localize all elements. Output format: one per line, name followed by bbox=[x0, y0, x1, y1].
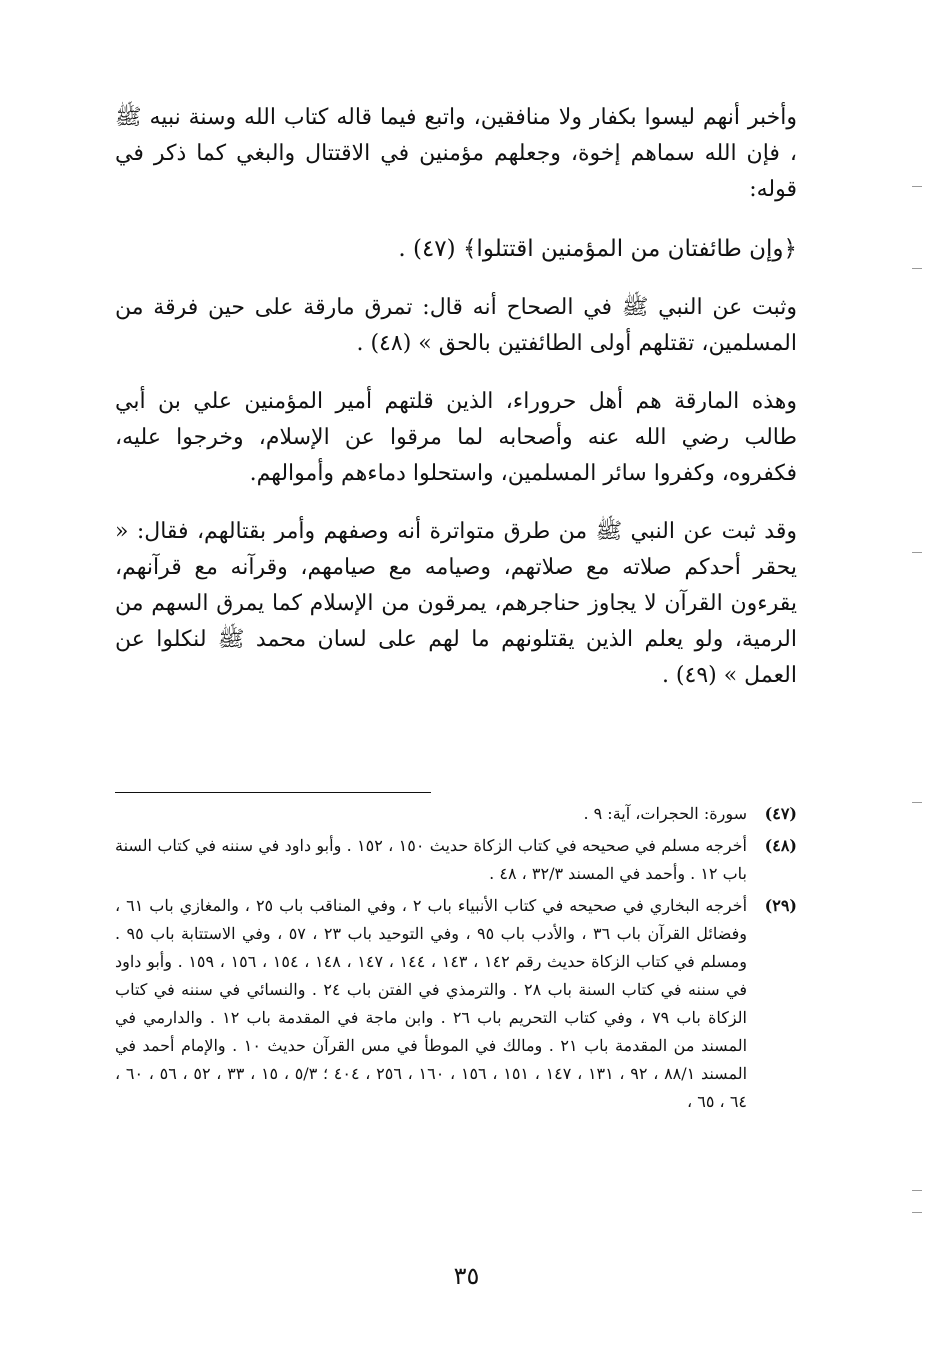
margin-tick bbox=[912, 802, 922, 803]
page-number: ٣٥ bbox=[453, 1262, 480, 1290]
paragraph-2: وثبت عن النبي ﷺ في الصحاح أنه قال: تمرق مارقة على حين فرقة من المسلمين، تقتلهم أولى الطائفتين بالحق » (٤٨) . bbox=[115, 295, 797, 356]
footnote-49 bbox=[115, 892, 797, 1116]
quran-verse: ﴿وإن طائفتان من المؤمنين اقتتلوا﴾ (٤٧) . bbox=[398, 236, 797, 262]
footnote-47 bbox=[115, 800, 797, 828]
footnote-number: (٤٨) bbox=[764, 836, 797, 855]
margin-tick bbox=[912, 268, 922, 269]
paragraph-3: وهذه المارقة هم أهل حروراء، الذين قلتهم أمير المؤمنين علي بن أبي طالب رضي الله عنه وأصحابه لما مرقوا عن الإسلام، وخرجوا عليه، فكفروه، وكفروا سائر المسلمين، واستحلوا دماءهم وأموالهم. bbox=[115, 389, 797, 486]
footnote-text: سورة: الحجرات، آية: ٩ . bbox=[583, 804, 747, 823]
footnote-number: (٢٩) bbox=[764, 896, 797, 915]
paragraph-4: وقد ثبت عن النبي ﷺ من طرق متواترة أنه وصفهم وأمر بقتالهم، فقال: « يحقر أحدكم صلاته مع صلاتهم، وصيامه مع صيامهم، وقرآنه مع قرآنهم، يقرءون القرآن لا يجاوز حناجرهم، يمرقون من الإسلام كما يمرق السهم من الرمية، ولو يعلم الذين يقتلونهم ما لهم على لسان محمد ﷺ لنكلوا عن العمل » (٤٩) . bbox=[115, 519, 797, 688]
footnote-text: أخرجه مسلم في صحيحه في كتاب الزكاة حديث ١٥٠ ، ١٥٢ . وأبو داود في سننه في كتاب السنة باب ١٢ . وأحمد في المسند ٣٢/٣ ، ٤٨ . bbox=[115, 836, 747, 883]
margin-tick bbox=[912, 552, 922, 553]
footnote-separator bbox=[115, 792, 431, 793]
footnotes bbox=[115, 800, 797, 1120]
main-text bbox=[115, 100, 797, 716]
margin-tick bbox=[912, 1212, 922, 1213]
footnote-48 bbox=[115, 832, 797, 888]
margin-tick bbox=[912, 1190, 922, 1191]
margin-tick bbox=[912, 186, 922, 187]
footnote-number: (٤٧) bbox=[764, 804, 797, 823]
footnote-text: أخرجه البخاري في صحيحه في كتاب الأنبياء باب ٢ ، وفي المناقب باب ٢٥ ، والمغازي باب ٦١ ، وفضائل القرآن باب ٣٦ ، والأدب باب ٩٥ ، وفي التوحيد باب ٢٣ ، ٥٧ ، وفي الاستتابة باب ٩٥ . ومسلم في كتاب الزكاة حديث رقم ١٤٢ ، ١٤٣ ، ١٤٤ ، ١٤٧ ، ١٤٨ ، ١٥٤ ، ١٥٦ ، ١٥٩ . وأبو داود في سننه في كتاب السنة باب ٢٨ . والترمذي في الفتن باب ٢٤ . والنسائي في سننه في كتاب الزكاة باب ٧٩ ، وفي كتاب التحريم باب ٢٦ . وابن ماجة في المقدمة باب ١٢ . والدارمي في المسند من المقدمة باب ٢١ . ومالك في الموطأ في مس القرآن حديث ١٠ . والإمام أحمد في المسند ٨٨/١ ، ٩٢ ، ١٣١ ، ١٤٧ ، ١٥١ ، ١٥٦ ، ١٦٠ ، ٢٥٦ ، ٤٠٤ ؛ ٥/٣ ، ١٥ ، ٣٣ ، ٥٢ ، ٥٦ ، ٦٠ ، ٦٤ ، ٦٥ ، bbox=[115, 896, 748, 1111]
paragraph-1: وأخبر أنهم ليسوا بكفار ولا منافقين، واتبع فيما قاله كتاب الله وسنة نبيه ﷺ ، فإن الله سماهم إخوة، وجعلهم مؤمنين في الاقتتال والبغي كما ذكر في قوله: bbox=[115, 105, 797, 202]
